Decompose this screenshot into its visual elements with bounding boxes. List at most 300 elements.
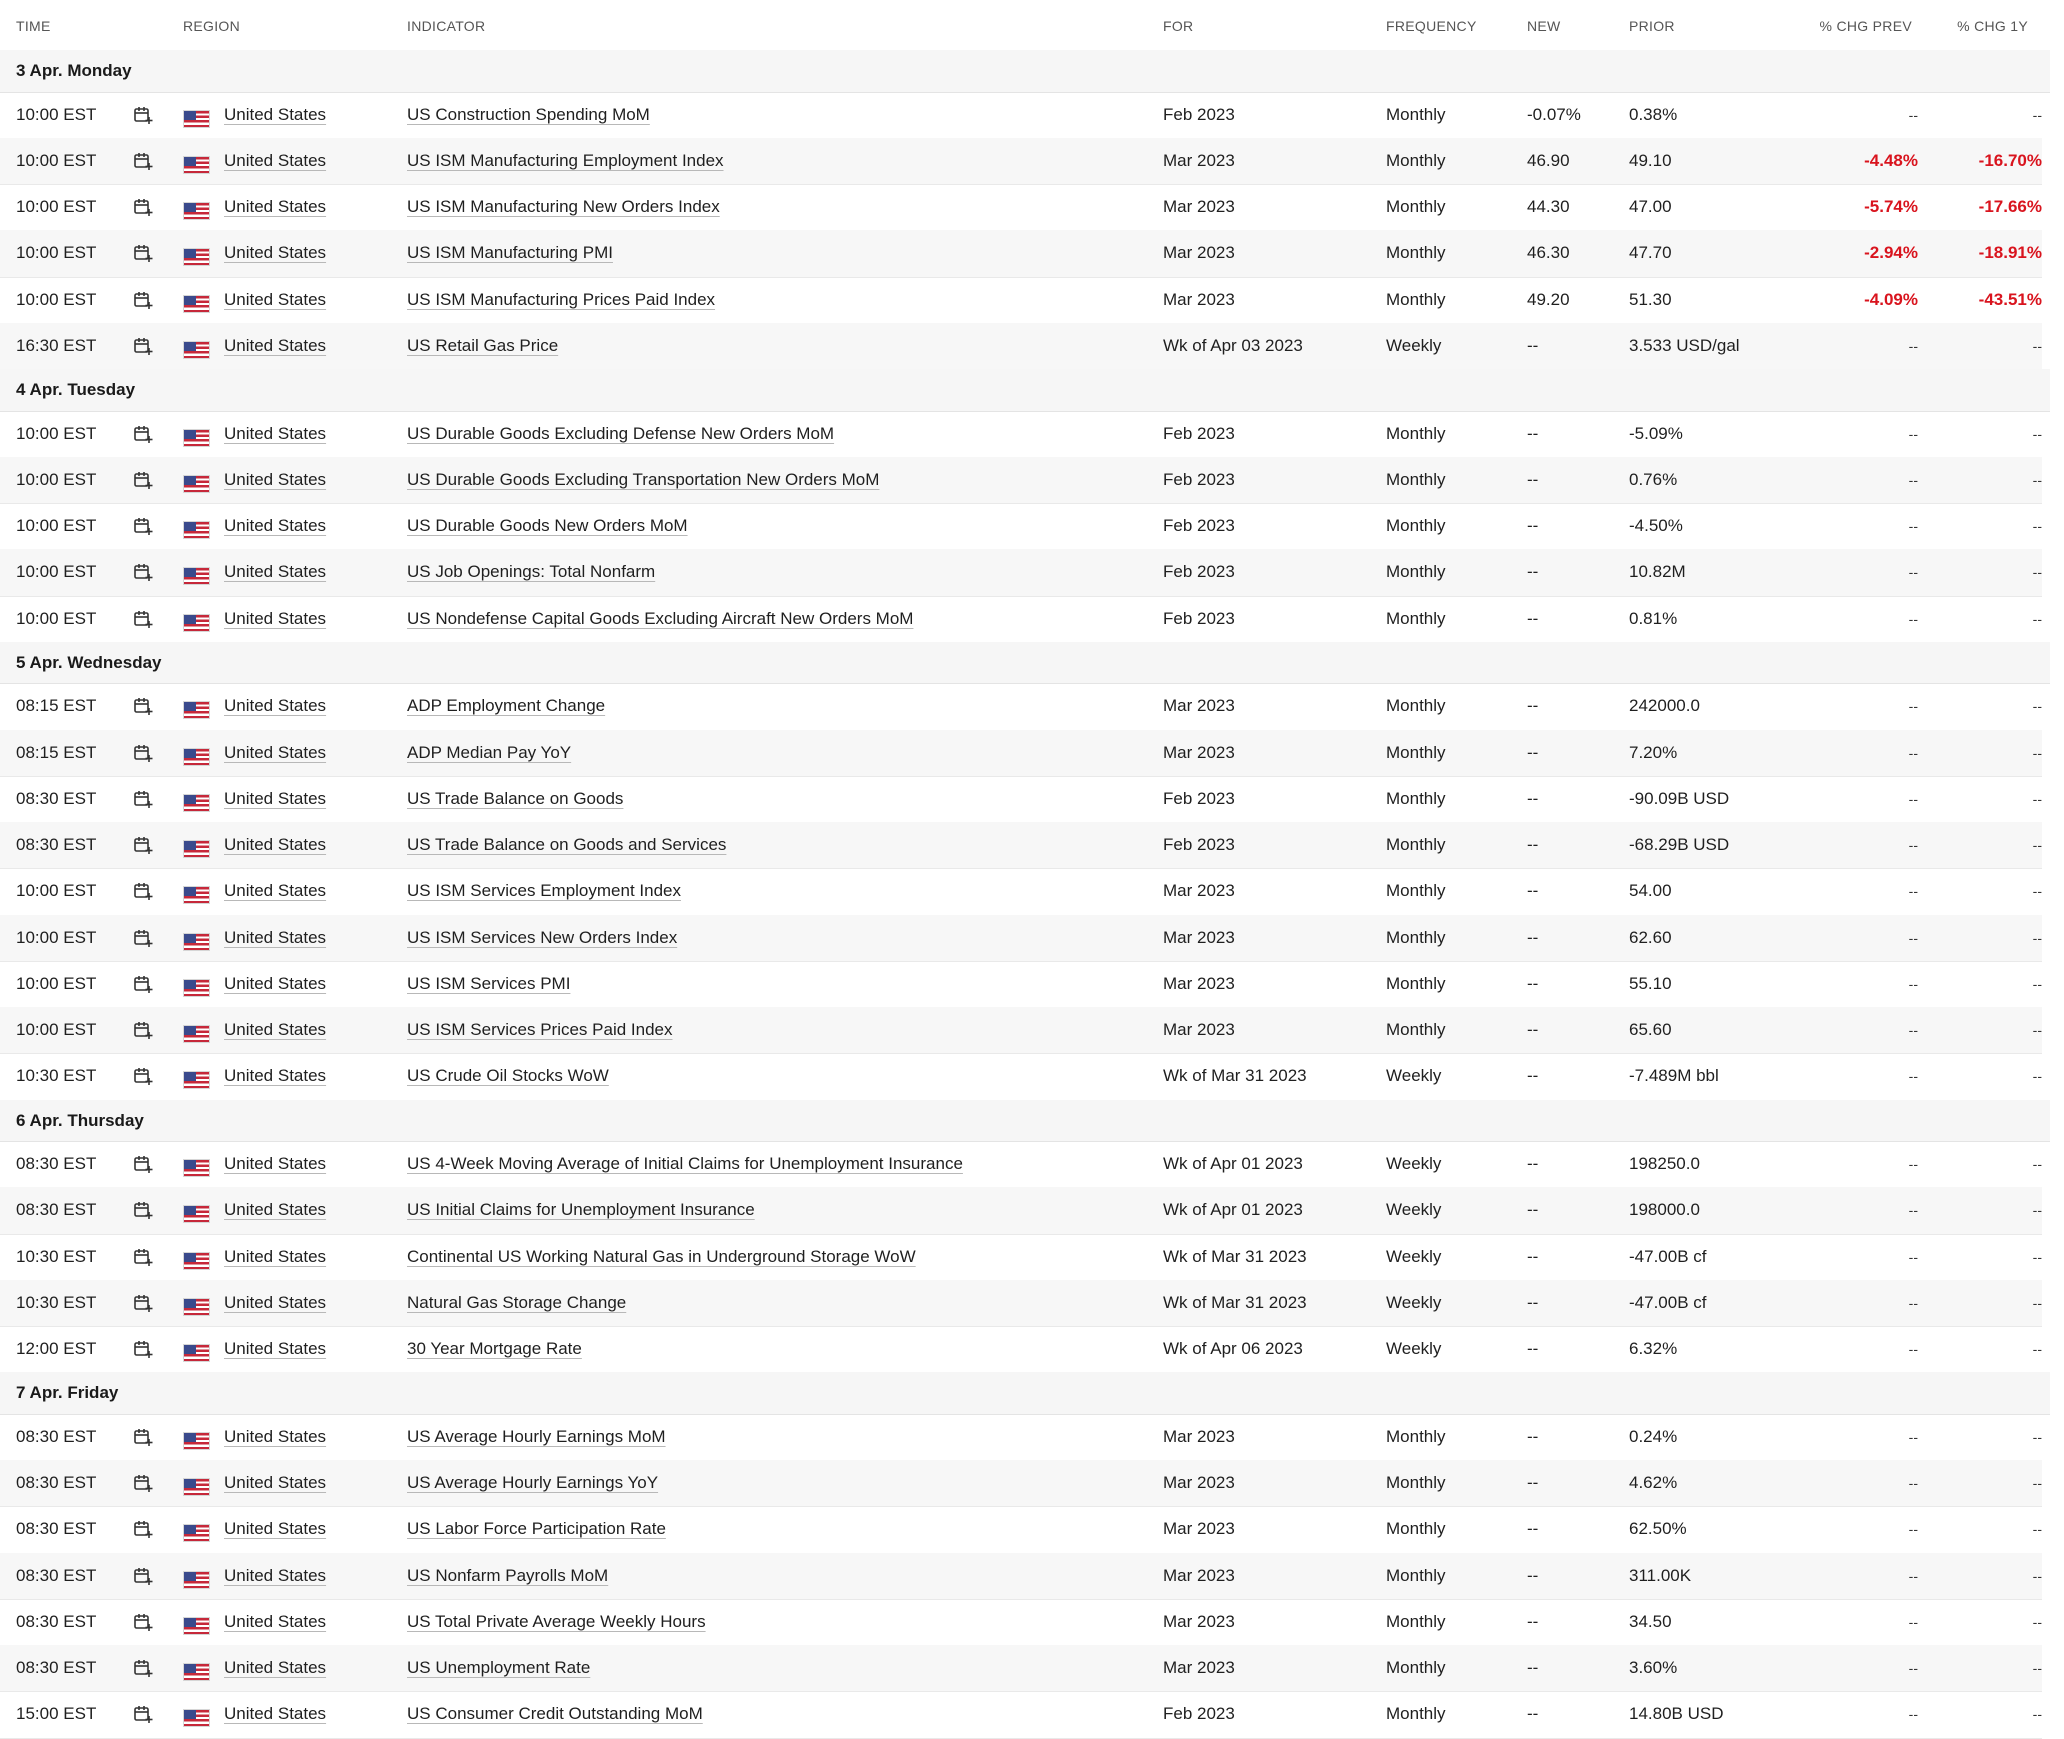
row-indicator-link[interactable]: US Labor Force Participation Rate [407,1519,666,1539]
row-indicator-link[interactable]: US Durable Goods Excluding Transportation New Orders MoM [407,469,880,489]
row-time: 10:00 EST [16,562,97,582]
table-row[interactable] [0,961,2042,1008]
row-for: Wk of Mar 31 2023 [1163,1066,1307,1086]
row-time: 10:00 EST [16,881,97,901]
row-region-link[interactable]: United States [224,1704,327,1724]
row-indicator-link[interactable]: US ISM Services PMI [407,973,571,993]
table-row[interactable] [0,92,2042,139]
row-frequency: Monthly [1386,742,1446,762]
row-chg-prev: -4.09% [1864,289,1918,309]
us-flag-icon [183,475,210,493]
row-prior: 47.70 [1629,243,1672,263]
calendar-add-icon[interactable] [133,1154,153,1174]
us-flag-icon [183,1298,210,1316]
row-for: Wk of Apr 06 2023 [1163,1339,1303,1358]
row-region-link[interactable]: United States [224,1611,327,1631]
calendar-add-icon[interactable] [133,424,153,444]
row-indicator-link[interactable]: US ISM Manufacturing Employment Index [407,150,724,170]
row-chg-prev: -- [1908,518,1918,534]
row-indicator-link[interactable]: US Durable Goods New Orders MoM [407,516,688,535]
row-region-link[interactable]: United States [224,335,327,355]
calendar-add-icon[interactable] [133,1293,153,1313]
row-frequency: Monthly [1386,608,1446,628]
row-chg-1y: -- [2032,425,2042,442]
calendar-add-icon[interactable] [133,151,153,171]
table-row[interactable] [0,457,2042,504]
row-chg-1y: -- [2032,1521,2042,1538]
calendar-add-icon[interactable] [133,336,153,356]
table-row[interactable] [0,184,2042,231]
row-frequency: Monthly [1386,516,1446,535]
row-chg-prev: -- [1908,425,1918,442]
row-region-link[interactable]: United States [224,1066,327,1086]
row-chg-1y: -- [2032,975,2042,992]
row-time: 10:00 EST [16,469,97,489]
row-new: -- [1527,423,1539,443]
calendar-add-icon[interactable] [133,1566,153,1586]
row-chg-1y: -- [2032,1202,2042,1219]
row-prior: -68.29B USD [1629,835,1730,854]
row-new: -- [1527,1658,1539,1677]
calendar-add-icon[interactable] [133,1473,153,1493]
calendar-add-icon[interactable] [133,1658,153,1678]
row-for: Feb 2023 [1163,1704,1235,1724]
row-prior: 51.30 [1629,289,1672,309]
row-for: Feb 2023 [1163,469,1235,489]
row-time: 08:30 EST [16,1154,97,1173]
row-frequency: Monthly [1386,973,1446,993]
row-prior: 242000.0 [1629,696,1700,716]
row-chg-1y: -- [2032,518,2042,534]
table-row[interactable] [0,1141,2042,1188]
row-indicator-link[interactable]: US ISM Services Employment Index [407,881,681,901]
row-time: 10:00 EST [16,973,97,993]
row-indicator-link[interactable]: US Total Private Average Weekly Hours [407,1611,706,1631]
calendar-add-icon[interactable] [133,1704,153,1724]
us-flag-icon [183,1709,210,1727]
row-region-link[interactable]: United States [224,1473,327,1492]
row-for: Mar 2023 [1163,881,1235,901]
row-indicator-link[interactable]: US 4-Week Moving Average of Initial Claims for Unemployment Insurance [407,1154,963,1173]
row-for: Mar 2023 [1163,1473,1235,1492]
us-flag-icon [183,1071,210,1089]
table-row[interactable] [0,323,2042,370]
row-chg-1y: -- [2032,1428,2042,1445]
row-region-link[interactable]: United States [224,1658,327,1677]
row-frequency: Weekly [1386,1246,1442,1266]
calendar-add-icon[interactable] [133,1247,153,1267]
row-indicator-link[interactable]: ADP Median Pay YoY [407,742,572,762]
calendar-add-icon[interactable] [133,835,153,855]
row-region-link[interactable]: United States [224,788,327,808]
row-new: -- [1527,835,1539,854]
table-row[interactable] [0,1645,2042,1692]
row-prior: 3.533 USD/gal [1629,335,1740,355]
row-region-link[interactable]: United States [224,696,327,716]
row-region-link[interactable]: United States [224,742,327,762]
us-flag-icon [183,1617,210,1635]
table-row[interactable] [0,596,2042,643]
table-row[interactable] [0,503,2042,550]
row-for: Mar 2023 [1163,1020,1235,1039]
row-frequency: Monthly [1386,562,1446,582]
row-region-link[interactable]: United States [224,1426,327,1446]
us-flag-icon [183,1025,210,1043]
table-row[interactable] [0,1234,2042,1281]
row-prior: 34.50 [1629,1611,1672,1631]
calendar-add-icon[interactable] [133,974,153,994]
us-flag-icon [183,1571,210,1589]
row-region-link[interactable]: United States [224,1339,327,1358]
row-indicator-link[interactable]: US ISM Services New Orders Index [407,927,678,947]
calendar-add-icon[interactable] [133,696,153,716]
us-flag-icon [183,521,210,539]
day-header [0,642,2050,685]
row-new: -- [1527,516,1539,535]
us-flag-icon [183,1159,210,1177]
row-region-link[interactable]: United States [224,1020,327,1039]
row-region-link[interactable]: United States [224,104,327,124]
header-chg-prev[interactable]: % CHG PREV [1819,18,1912,34]
row-new: -- [1527,1611,1539,1631]
table-row[interactable] [0,1326,2042,1373]
calendar-add-icon[interactable] [133,243,153,263]
us-flag-icon [183,1205,210,1223]
row-time: 08:30 EST [16,1519,97,1539]
row-indicator-link[interactable]: US ISM Services Prices Paid Index [407,1020,673,1039]
row-indicator-link[interactable]: US Durable Goods Excluding Defense New Orders MoM [407,423,835,443]
row-for: Mar 2023 [1163,927,1235,947]
row-prior: 54.00 [1629,881,1672,901]
row-indicator-link[interactable]: US ISM Manufacturing New Orders Index [407,197,720,216]
us-flag-icon [183,886,210,904]
row-indicator-link[interactable]: Natural Gas Storage Change [407,1292,627,1312]
row-for: Mar 2023 [1163,1426,1235,1446]
calendar-add-icon[interactable] [133,562,153,582]
row-indicator-link[interactable]: US Initial Claims for Unemployment Insurance [407,1200,755,1220]
row-region-link[interactable]: United States [224,927,327,947]
row-frequency: Monthly [1386,150,1446,170]
row-region-link[interactable]: United States [224,1154,327,1173]
row-new: -- [1527,335,1539,355]
table-row[interactable] [0,683,2042,730]
row-for: Mar 2023 [1163,150,1235,170]
row-chg-prev: -- [1908,337,1918,354]
row-chg-prev: -- [1908,1613,1918,1630]
row-chg-1y: -- [2032,1613,2042,1630]
table-row[interactable] [0,1280,2042,1327]
row-new: -- [1527,973,1539,993]
row-indicator-link[interactable]: US ISM Manufacturing Prices Paid Index [407,289,716,309]
row-prior: 6.32% [1629,1339,1678,1358]
row-chg-prev: -- [1908,564,1918,581]
calendar-add-icon[interactable] [133,609,153,629]
table-row[interactable] [0,138,2042,185]
table-row[interactable] [0,411,2042,458]
calendar-add-icon[interactable] [133,743,153,763]
row-frequency: Monthly [1386,696,1446,716]
header-new[interactable]: NEW [1527,18,1561,34]
row-region-link[interactable]: United States [224,562,327,582]
row-region-link[interactable]: United States [224,150,327,170]
header-time[interactable]: TIME [16,18,51,34]
table-row[interactable] [0,549,2042,596]
row-for: Mar 2023 [1163,1519,1235,1539]
row-chg-prev: -- [1908,1294,1918,1311]
row-chg-prev: -5.74% [1864,197,1918,216]
row-region-link[interactable]: United States [224,1292,327,1312]
us-flag-icon [183,933,210,951]
row-new: -- [1527,1154,1539,1173]
row-indicator-link[interactable]: US Nonfarm Payrolls MoM [407,1565,609,1585]
row-new: -- [1527,608,1539,628]
calendar-add-icon[interactable] [133,789,153,809]
header-indicator[interactable]: INDICATOR [407,18,486,34]
us-flag-icon [183,1524,210,1542]
row-new: -- [1527,927,1539,947]
table-header [0,0,2050,51]
row-indicator-link[interactable]: US Construction Spending MoM [407,104,650,124]
row-chg-prev: -- [1908,1475,1918,1491]
row-chg-1y: -- [2032,1248,2042,1265]
table-row[interactable] [0,915,2042,962]
us-flag-icon [183,1432,210,1450]
table-row[interactable] [0,1007,2042,1054]
row-chg-prev: -- [1908,883,1918,900]
row-indicator-link[interactable]: US ISM Manufacturing PMI [407,243,613,263]
row-for: Mar 2023 [1163,289,1235,309]
row-prior: 311.00K [1629,1565,1692,1585]
header-region[interactable]: REGION [183,18,241,34]
row-time: 08:30 EST [16,1658,97,1677]
row-region-link[interactable]: United States [224,423,327,443]
day-label: 4 Apr. Tuesday [16,380,136,399]
row-frequency: Monthly [1386,1519,1446,1539]
table-row[interactable] [0,868,2042,915]
us-flag-icon [183,794,210,812]
us-flag-icon [183,341,210,359]
row-for: Mar 2023 [1163,696,1235,716]
header-for[interactable]: FOR [1163,18,1194,34]
row-indicator-link[interactable]: ADP Employment Change [407,696,606,716]
row-prior: 198000.0 [1629,1200,1700,1220]
us-flag-icon [183,1478,210,1496]
calendar-add-icon[interactable] [133,1339,153,1359]
row-region-link[interactable]: United States [224,1565,327,1585]
row-frequency: Weekly [1386,1200,1442,1220]
row-region-link[interactable]: United States [224,516,327,535]
row-prior: 0.81% [1629,608,1678,628]
row-indicator-link[interactable]: US Average Hourly Earnings MoM [407,1426,666,1446]
row-prior: 0.38% [1629,104,1678,124]
row-time: 10:30 EST [16,1066,97,1086]
row-for: Feb 2023 [1163,516,1235,535]
row-prior: 49.10 [1629,150,1672,170]
row-chg-prev: -2.94% [1864,243,1918,263]
row-chg-prev: -- [1908,1521,1918,1538]
row-region-link[interactable]: United States [224,881,327,901]
row-frequency: Monthly [1386,1565,1446,1585]
table-row[interactable] [0,1414,2042,1461]
row-region-link[interactable]: United States [224,289,327,309]
row-chg-prev: -4.48% [1864,150,1918,170]
row-frequency: Monthly [1386,1020,1446,1039]
row-region-link[interactable]: United States [224,1246,327,1266]
row-new: -- [1527,1519,1539,1539]
row-for: Wk of Apr 01 2023 [1163,1154,1303,1173]
row-for: Mar 2023 [1163,1611,1235,1631]
table-row[interactable] [0,1460,2042,1507]
table-row[interactable] [0,1553,2042,1600]
row-chg-1y: -- [2032,1068,2042,1085]
row-prior: -7.489M bbl [1629,1066,1719,1086]
calendar-add-icon[interactable] [133,516,153,536]
row-chg-prev: -- [1908,1202,1918,1219]
row-indicator-link[interactable]: US Job Openings: Total Nonfarm [407,562,656,582]
row-time: 10:30 EST [16,1246,97,1266]
row-new: 49.20 [1527,289,1570,309]
row-time: 10:00 EST [16,608,97,628]
row-indicator-link[interactable]: US Trade Balance on Goods [407,788,624,808]
row-region-link[interactable]: United States [224,1519,327,1539]
row-frequency: Monthly [1386,1426,1446,1446]
calendar-add-icon[interactable] [133,105,153,125]
row-chg-prev: -- [1908,1068,1918,1085]
row-chg-prev: -- [1908,929,1918,946]
row-for: Mar 2023 [1163,243,1235,263]
row-time: 10:00 EST [16,289,97,309]
row-frequency: Monthly [1386,289,1446,309]
row-new: 46.30 [1527,243,1570,263]
row-indicator-link[interactable]: US Retail Gas Price [407,335,559,355]
row-region-link[interactable]: United States [224,835,327,854]
row-region-link[interactable]: United States [224,1200,327,1220]
calendar-add-icon[interactable] [133,1020,153,1040]
row-time: 10:00 EST [16,516,97,535]
us-flag-icon [183,979,210,997]
table-row[interactable] [0,776,2042,823]
row-indicator-link[interactable]: US Crude Oil Stocks WoW [407,1066,609,1086]
row-prior: 55.10 [1629,973,1672,993]
row-for: Mar 2023 [1163,742,1235,762]
row-time: 10:00 EST [16,104,97,124]
row-chg-1y: -- [2032,106,2042,123]
row-time: 12:00 EST [16,1339,97,1358]
row-region-link[interactable]: United States [224,973,327,993]
row-indicator-link[interactable]: US Unemployment Rate [407,1658,591,1677]
row-chg-1y: -- [2032,610,2042,627]
row-prior: 65.60 [1629,1020,1672,1039]
day-label: 3 Apr. Monday [16,61,132,80]
row-indicator-link[interactable]: US Trade Balance on Goods and Services [407,835,727,854]
row-chg-1y: -- [2032,1022,2042,1038]
row-new: -- [1527,788,1539,808]
row-frequency: Monthly [1386,1658,1446,1677]
header-frequency[interactable]: FREQUENCY [1386,18,1477,34]
us-flag-icon [183,156,210,174]
calendar-add-icon[interactable] [133,928,153,948]
calendar-add-icon[interactable] [133,290,153,310]
row-chg-prev: -- [1908,1428,1918,1445]
row-time: 10:00 EST [16,927,97,947]
row-region-link[interactable]: United States [224,243,327,263]
day-header [0,369,2050,412]
table-row[interactable] [0,230,2042,277]
day-header [0,50,2050,93]
row-frequency: Monthly [1386,197,1446,216]
row-chg-prev: -- [1908,790,1918,807]
row-indicator-link[interactable]: US Consumer Credit Outstanding MoM [407,1704,703,1724]
us-flag-icon [183,1252,210,1270]
row-prior: 10.82M [1629,562,1686,582]
row-new: 46.90 [1527,150,1570,170]
row-prior: 62.60 [1629,927,1672,947]
row-new: -- [1527,1565,1539,1585]
row-chg-1y: -- [2032,471,2042,488]
row-for: Mar 2023 [1163,973,1235,993]
row-chg-prev: -- [1908,837,1918,853]
table-row[interactable] [0,1506,2042,1553]
calendar-add-icon[interactable] [133,1427,153,1447]
row-for: Feb 2023 [1163,788,1235,808]
table-row[interactable] [0,1691,2042,1738]
calendar-add-icon[interactable] [133,470,153,490]
row-chg-prev: -- [1908,1567,1918,1584]
row-chg-1y: -- [2032,837,2042,853]
header-prior[interactable]: PRIOR [1629,18,1675,34]
calendar-add-icon[interactable] [133,881,153,901]
row-region-link[interactable]: United States [224,469,327,489]
row-indicator-link[interactable]: US Nondefense Capital Goods Excluding Aircraft New Orders MoM [407,608,914,628]
calendar-add-icon[interactable] [133,197,153,217]
row-new: -- [1527,881,1539,901]
table-row[interactable] [0,1053,2042,1100]
row-region-link[interactable]: United States [224,197,327,216]
us-flag-icon [183,429,210,447]
row-for: Feb 2023 [1163,835,1235,854]
row-for: Wk of Mar 31 2023 [1163,1246,1307,1266]
row-indicator-link[interactable]: 30 Year Mortgage Rate [407,1339,582,1358]
row-frequency: Monthly [1386,835,1446,854]
row-chg-prev: -- [1908,698,1918,715]
table-row[interactable] [0,1187,2042,1234]
row-for: Feb 2023 [1163,423,1235,443]
row-frequency: Monthly [1386,243,1446,263]
row-frequency: Monthly [1386,1473,1446,1492]
header-chg-1y[interactable]: % CHG 1Y [1957,18,2028,34]
row-for: Mar 2023 [1163,1658,1235,1677]
row-prior: 62.50% [1629,1519,1687,1539]
calendar-add-icon[interactable] [133,1066,153,1086]
row-prior: -5.09% [1629,423,1683,443]
row-region-link[interactable]: United States [224,608,327,628]
row-indicator-link[interactable]: Continental US Working Natural Gas in Underground Storage WoW [407,1246,916,1266]
row-chg-1y: -- [2032,698,2042,715]
calendar-add-icon[interactable] [133,1519,153,1539]
row-chg-prev: -- [1908,1706,1918,1723]
table-row[interactable] [0,277,2042,324]
row-time: 08:15 EST [16,742,97,762]
table-row[interactable] [0,1599,2042,1646]
calendar-add-icon[interactable] [133,1612,153,1632]
row-prior: 4.62% [1629,1473,1678,1492]
row-indicator-link[interactable]: US Average Hourly Earnings YoY [407,1473,659,1492]
table-row[interactable] [0,730,2042,777]
day-label: 7 Apr. Friday [16,1383,119,1403]
calendar-add-icon[interactable] [133,1200,153,1220]
table-row[interactable] [0,822,2042,869]
row-new: -- [1527,1200,1539,1220]
